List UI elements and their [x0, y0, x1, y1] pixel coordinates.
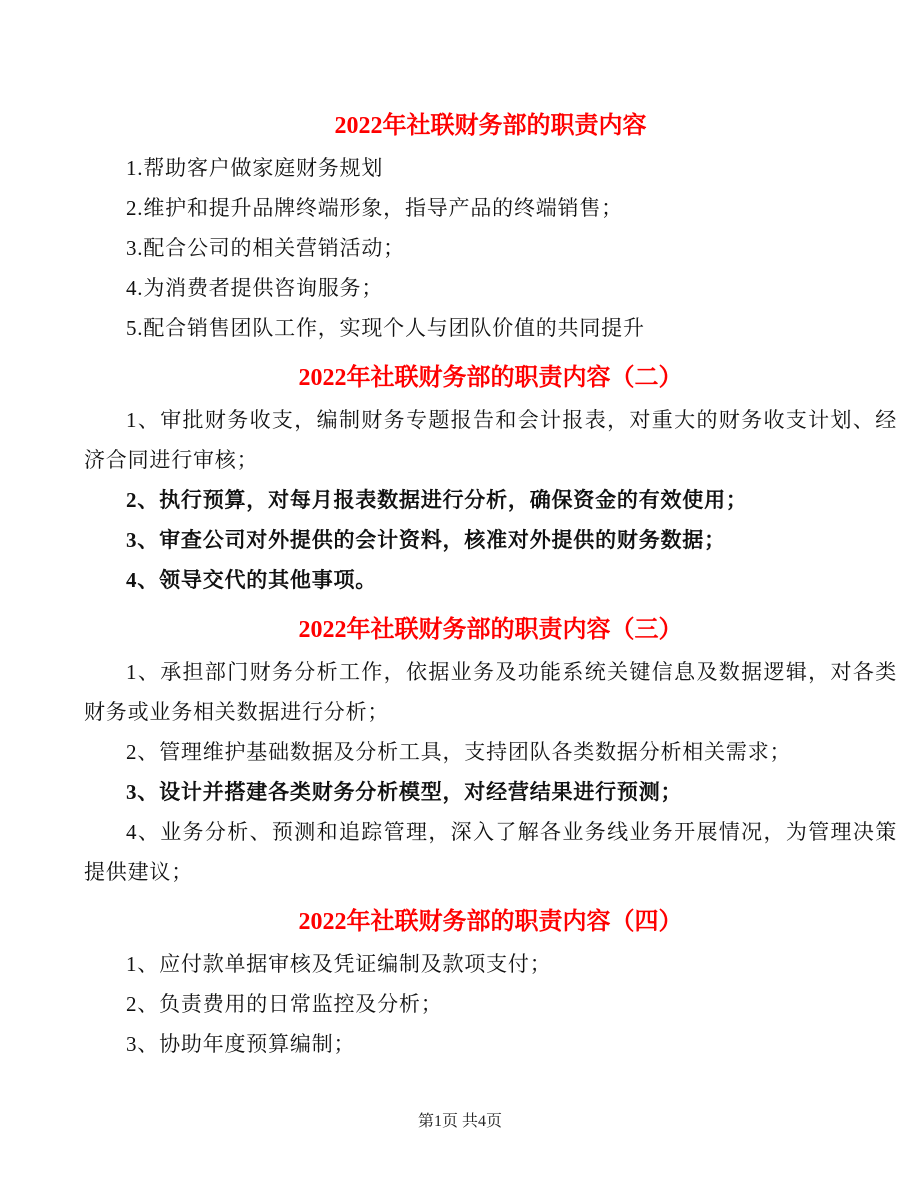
section-responsibilities-1 [84, 104, 897, 348]
page-number: 第1页 共4页 [417, 1113, 502, 1130]
list-item: 2、负责费用的日常监控及分析； [126, 992, 443, 1016]
page-footer [0, 1110, 920, 1134]
list-item: 3、协助年度预算编制； [126, 1032, 356, 1056]
list-item: 2、管理维护基础数据及分析工具，支持团队各类数据分析相关需求； [126, 740, 792, 764]
section-title: 2022年社联财务部的职责内容（四） [298, 909, 683, 935]
list-item: 2.维护和提升品牌终端形象，指导产品的终端销售； [126, 196, 623, 220]
section-responsibilities-2 [84, 356, 897, 600]
list-item: 1、承担部门财务分析工作，依据业务及功能系统关键信息及数据逻辑，对各类财务或业务相关数据进行分析； [84, 660, 897, 724]
list-item: 4、业务分析、预测和追踪管理，深入了解各业务线业务开展情况，为管理决策提供建议； [84, 820, 897, 884]
list-item: 3、审查公司对外提供的会计资料，核准对外提供的财务数据； [126, 528, 726, 552]
section-title: 2022年社联财务部的职责内容（二） [298, 365, 683, 391]
list-item: 4.为消费者提供咨询服务； [126, 276, 384, 300]
list-item: 4、领导交代的其他事项。 [126, 568, 378, 592]
list-item: 5.配合销售团队工作，实现个人与团队价值的共同提升 [126, 316, 645, 340]
list-item: 1、审批财务收支，编制财务专题报告和会计报表，对重大的财务收支计划、经济合同进行审核； [84, 408, 897, 472]
section-responsibilities-4 [84, 900, 897, 1064]
list-item: 3、设计并搭建各类财务分析模型，对经营结果进行预测； [126, 780, 683, 804]
list-item: 2、执行预算，对每月报表数据进行分析，确保资金的有效使用； [126, 488, 748, 512]
section-responsibilities-3 [84, 608, 897, 892]
list-item: 1、应付款单据审核及凭证编制及款项支付； [126, 952, 552, 976]
section-title: 2022年社联财务部的职责内容（三） [298, 617, 683, 643]
section-title: 2022年社联财务部的职责内容 [334, 113, 647, 139]
list-item: 3.配合公司的相关营销活动； [126, 236, 405, 260]
list-item: 1.帮助客户做家庭财务规划 [126, 156, 384, 180]
